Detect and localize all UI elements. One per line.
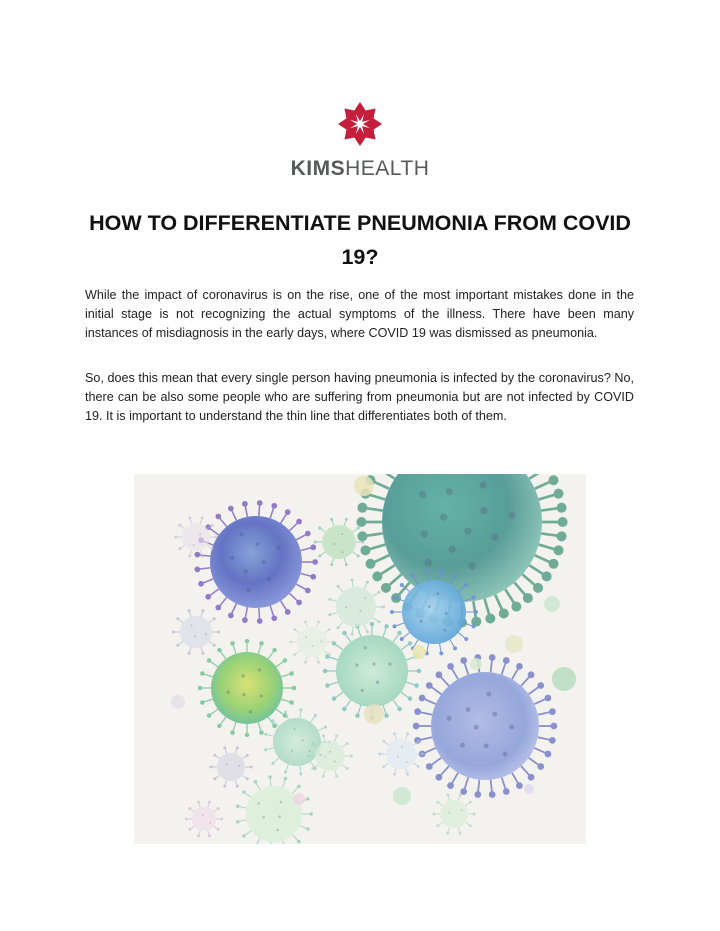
virus-particle — [236, 775, 313, 844]
watercolor-virus-image — [134, 474, 586, 844]
virus-particle — [209, 746, 252, 787]
paint-blob — [505, 635, 523, 653]
virus-particle — [198, 639, 296, 737]
coronavirus-illustration — [134, 474, 586, 844]
paint-blob — [393, 787, 411, 805]
virus-particle — [185, 801, 223, 838]
paint-blob — [470, 658, 482, 670]
paint-blob — [171, 695, 185, 709]
virus-particle — [432, 793, 475, 834]
virus-particle — [174, 516, 217, 557]
brand-bold: KIMS — [290, 157, 346, 180]
paint-blob — [544, 596, 560, 612]
paint-blob — [293, 793, 305, 805]
brand-name — [291, 158, 430, 179]
paint-blob — [364, 704, 384, 724]
virus-particle — [194, 500, 318, 624]
virus-particle — [413, 654, 558, 798]
paint-blob — [524, 784, 534, 794]
paint-blob — [354, 476, 374, 496]
brand-light: HEALTH — [345, 157, 430, 180]
article-title: HOW TO DIFFERENTIATE PNEUMONIA FROM COVID 19? — [89, 211, 631, 269]
virus-particle — [172, 609, 220, 655]
virus-particle — [314, 518, 364, 566]
kims-health-logo — [0, 100, 720, 179]
paint-blob — [552, 667, 576, 691]
paint-blob — [412, 645, 426, 659]
paragraph-intro: While the impact of coronavirus is on the rise, one of the most important mistakes done in the initial stage is not recognizing the actual symptoms of the illness. There have been many instances of misdiagnosis in the early days, where COVID 19 was dismissed as pneumonia. — [85, 288, 634, 340]
paragraph-pneumonia: So, does this mean that every single person having pneumonia is infected by the coronavirus? No, there can be also some people who are suffering from pneumonia but are not infected by COVID 19. It is important to understand the thin line that differentiates both of them. — [85, 371, 634, 423]
kims-star-flower-icon — [336, 100, 384, 148]
